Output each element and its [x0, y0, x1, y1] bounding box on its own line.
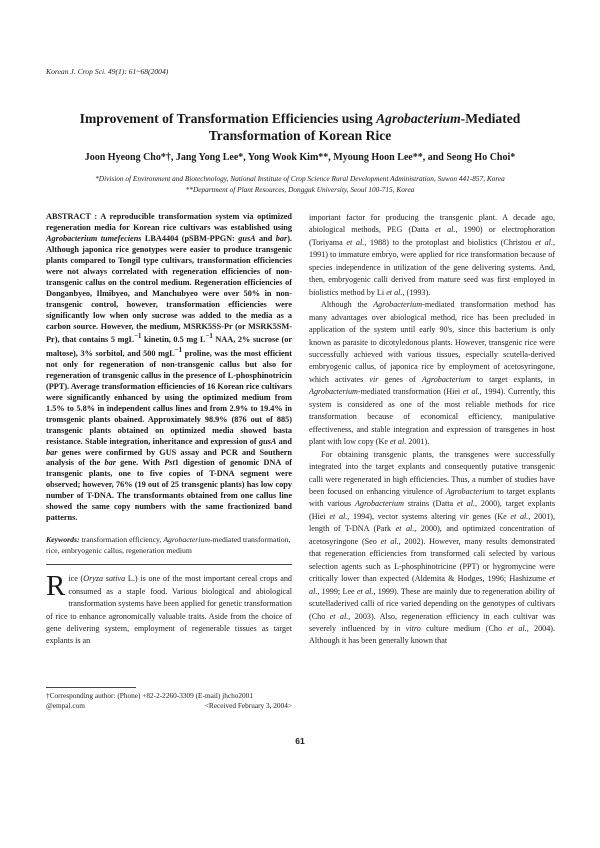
affiliation-1: *Division of Environment and Biotechnology, National Institute of Crop Science Rural Development Administration, Suwon 441-857, Korea: [95, 174, 505, 183]
body-paragraph-1: important factor for producing the transgenic plant. A decade ago, abiological methods, PEG (Datta et al., 1990) or electrophoration (Toriyama et al., 1988) to the protoplast and biolistics (Christou et al., 1991) to immature embryo, were applied for rice transformation because of species independence in utilization of the gene delivering systems. And, then, embryogenic calli derived from mature seed was first employed in biolistics method by Li et al., (1993).: [309, 213, 556, 297]
body-paragraph-2: Although the Agrobacterium-mediated transformation method has many advantages over abiological method, rice has been precluded in application of the system until early 90's, since this bacterium is only known as parasite to dicotyledonous plants. However, transgenic rice were successfully achieved with various tissues, especially scutella-derived embryogenic callus, of japonica rice by employment of acetosyringone, which activates vir genes of Agrobacterium to target explants, in Agrobacterium-mediated transformation (Hiei et al., 1994). Currently, this system is considered as one of the most reliable methods for rice transformation because of economical efficiency, manipulative effectiveness, and stable integration and expression of transgenes in host plant with low copy (Ke et al. 2001).: [309, 300, 555, 447]
received-date: <Received February 3, 2004>: [204, 701, 292, 711]
drop-cap: R: [46, 570, 66, 603]
right-column: [309, 212, 555, 648]
title-part-1: Improvement of Transformation Efficiencies using: [79, 111, 377, 126]
title-part-3: -Mediated Transformation of Korean Rice: [208, 111, 521, 143]
author-list: Joon Hyeong Cho*†, Jang Yong Lee*, Yong Wook Kim**, Myoung Hoon Lee**, and Seong Ho Choi*: [84, 152, 516, 163]
section-divider: [46, 564, 292, 565]
footnote-line-1: †Corresponding author: (Phone) +82-2-2260-3309 (E-mail) jhcho2001: [46, 691, 253, 700]
paper-title: [40, 110, 560, 144]
page-number: 61: [295, 736, 305, 746]
journal-citation: Korean J. Crop Sci. 49(1): 61~68(2004): [46, 67, 169, 76]
title-part-2: Agrobacterium: [376, 111, 461, 126]
abstract-label: ABSTRACT :: [46, 212, 98, 221]
footnote-email: @empal.com: [46, 701, 85, 711]
abstract: ABSTRACT : A reproducible transformation system via optimized regeneration media for Korean rice cultivars was established using Agrobacterium tumefeciens LBA4404 (pSBM-PPGN: gusA and bar). Although japonica rice genotypes were easier to produce transgenic plants compared to Tongil type cultivars, transformation efficiencies were not always correlated with regeneration efficiencies of non-transgenic callus on the control medium. Regeneration efficiencies of Donganbyeo, Ilmibyeo, and Manchubyeo were over 50% in non-transgenic control, however, transformation efficiencies were significantly low when only sucrose was added to the media as a carbon source. However, the medium, MSRK5SS-Pr (or MSRK5SM-Pr), that contains 5 mgL$^{-1}$ kinetin, 0.5 mg $L^{-1}$ NAA, 2% sucrose (or maltose), 3% sorbitol, and 500 mgL$^{-1}$ proline, was the most efficient not only for regeneration of non-transgenic callus but also for regeneration of transgenic callus in the presence of L-phosphinotricin (PPT). Average transformation efficiencies of 16 Korean rice cultivars were significantly enhanced by using the optimized medium from 1.5% to 5.8% in independent callus lines and from 2.9% to 19.4% in tromsgenic plants obained. Approximately 98.9% (876 out of 885) transgenic plants obtained on optimized media showed basta resistance. Stable integration, inheritance and expression of gusA and bar genes were confirmed by GUS assay and PCR and Southern analysis of the bar gene. With Pst1 digestion of genomic DNA of transgenic plants, one to five copies of T-DNA segment were observed; however, 76% (19 out of 25 transgenic plants) has low copy number of T-DNA. The transformants obtained from one callus line showed the same copy numbers with the same fractionized band patterns.: [46, 212, 293, 523]
affiliation-2: **Department of Plant Resources, Dongguk University, Seoul 100-715, Korea: [185, 184, 415, 194]
footnote-rule: [46, 687, 136, 688]
footnote-line-2: [46, 701, 292, 711]
introduction-paragraph: Rice (Oryza sativa L.) is one of the most important cereal crops and consumed as a staple food. Various biological and abiological transformation systems have been applied for genetic transformation of rice to enhance agronomically valuable traits. Aside from the choice of gene delivering system, employment of regenerable tissues as target explants is an: [46, 570, 292, 646]
affiliations: [40, 174, 560, 195]
keywords: Keywords: transformation efficiency, Agrobacterium-mediated transformation, rice, embryogenic callus, regeneration medium: [46, 535, 291, 556]
left-column: [46, 212, 292, 648]
body-paragraph-3: For obtaining transgenic plants, the transgenes were successfully integrated into the target explants and consequently putative transgenic calli were regenerated in high efficiencies. Thus, a number of studies have been focused on enhancing virulence of Agrobacterium to target explants with various Agrobacterium strains (Datta et al., 2000), target explants (Hiei et al., 1994), vector systems altering vir genes (Ke et al., 2001), length of T-DNA (Park et al., 2000), and optimized concentration of acetosyringone (Seo et al., 2002). However, many results demonstrated that regeneration efficiencies from transformed cali selected by various selection agents such as L-phosphinotricine (PPT) or hygromycine were critically lower than expected (Aldemita & Hodges, 1996; Hashizume et al., 1999; Lee et al., 1999). These are mainly due to regeneration ability of scutelladerived calli of rice varied depending on the genotypes of cultivars (Cho et al., 2003). Also, regeneration efficiency in each cultivar was severely influenced by in vitro culture medium (Cho et al., 2004). Although it has been generally known that: [309, 449, 556, 646]
keywords-label: Keywords:: [46, 535, 80, 545]
footnote: [46, 687, 292, 711]
